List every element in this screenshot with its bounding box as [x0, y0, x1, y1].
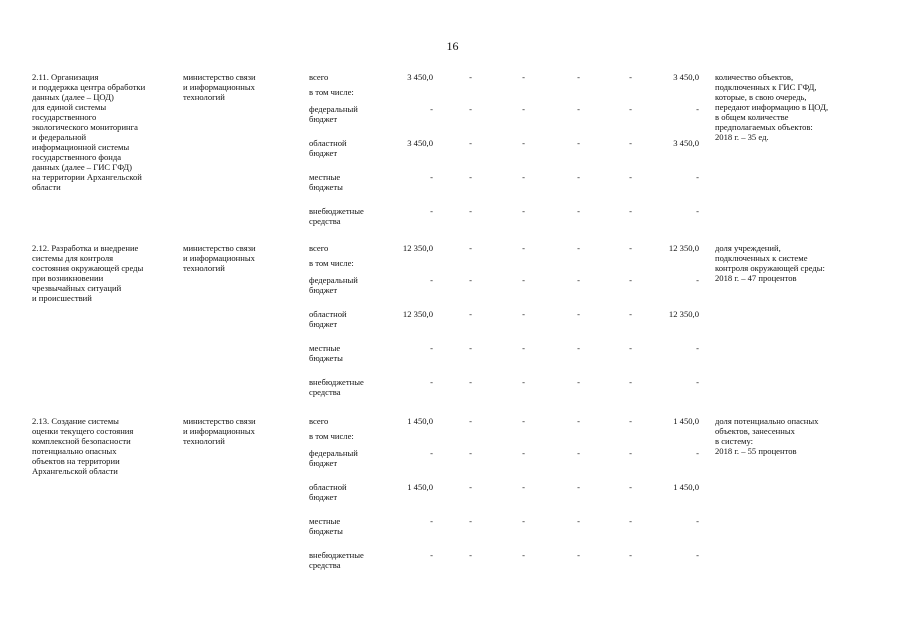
funding-source-label: в том числе:: [309, 258, 354, 268]
funding-source-label: внебюджетные средства: [309, 206, 364, 226]
funding-value: -: [577, 243, 580, 253]
funding-source-label: в том числе:: [309, 431, 354, 441]
funding-source-label: в том числе:: [309, 87, 354, 97]
funding-value: -: [522, 516, 525, 526]
funding-value: 1 450,0: [407, 416, 433, 426]
funding-source-label: всего: [309, 243, 329, 253]
funding-value: -: [577, 72, 580, 82]
funding-value: -: [577, 172, 580, 182]
funding-value: -: [577, 448, 580, 458]
funding-value: -: [629, 309, 632, 319]
funding-source-label: всего: [309, 72, 329, 82]
funding-value: -: [469, 275, 472, 285]
funding-value: -: [522, 309, 525, 319]
funding-value: 1 450,0: [673, 416, 699, 426]
indicator-note: доля учреждений, подключенных к системе контроля окружающей среды: 2018 г. – 47 процентов: [715, 243, 825, 283]
funding-value: -: [696, 275, 699, 285]
funding-value: -: [696, 516, 699, 526]
funding-value: -: [522, 243, 525, 253]
executor-name: министерство связи и информационных технологий: [183, 416, 256, 446]
funding-value: -: [430, 275, 433, 285]
funding-value: -: [469, 138, 472, 148]
funding-source-label: всего: [309, 416, 329, 426]
funding-value: -: [629, 72, 632, 82]
funding-value: -: [430, 206, 433, 216]
funding-value: -: [469, 448, 472, 458]
funding-value: -: [577, 275, 580, 285]
funding-value: -: [469, 416, 472, 426]
funding-value: -: [522, 448, 525, 458]
funding-value: -: [696, 104, 699, 114]
funding-value: -: [469, 243, 472, 253]
funding-value: -: [696, 206, 699, 216]
funding-value: -: [469, 104, 472, 114]
funding-value: -: [696, 448, 699, 458]
funding-source-label: областной бюджет: [309, 138, 347, 158]
funding-value: -: [577, 482, 580, 492]
activity-title: 2.13. Создание системы оценки текущего состояния комплексной безопасности потенциально опасных объектов на территории Архангельской области: [32, 416, 134, 476]
funding-source-label: федеральный бюджет: [309, 275, 358, 295]
funding-source-label: федеральный бюджет: [309, 448, 358, 468]
executor-name: министерство связи и информационных технологий: [183, 243, 256, 273]
funding-value: -: [577, 343, 580, 353]
funding-value: 12 350,0: [668, 243, 699, 253]
funding-value: -: [522, 550, 525, 560]
funding-value: -: [430, 104, 433, 114]
funding-value: 3 450,0: [673, 72, 699, 82]
funding-value: 12 350,0: [402, 243, 433, 253]
funding-value: 1 450,0: [407, 482, 433, 492]
funding-value: -: [469, 72, 472, 82]
funding-value: -: [629, 172, 632, 182]
funding-value: -: [629, 206, 632, 216]
funding-value: -: [430, 343, 433, 353]
funding-value: -: [629, 138, 632, 148]
funding-value: -: [696, 343, 699, 353]
executor-name: министерство связи и информационных технологий: [183, 72, 256, 102]
funding-value: -: [577, 138, 580, 148]
funding-value: -: [430, 448, 433, 458]
funding-source-label: областной бюджет: [309, 482, 347, 502]
funding-source-label: местные бюджеты: [309, 172, 343, 192]
funding-value: -: [577, 104, 580, 114]
funding-value: -: [629, 550, 632, 560]
funding-value: -: [629, 448, 632, 458]
funding-value: -: [469, 343, 472, 353]
funding-source-label: местные бюджеты: [309, 516, 343, 536]
funding-value: 3 450,0: [407, 72, 433, 82]
funding-value: -: [469, 172, 472, 182]
funding-value: -: [522, 104, 525, 114]
funding-value: -: [469, 482, 472, 492]
funding-value: 12 350,0: [668, 309, 699, 319]
funding-value: -: [522, 206, 525, 216]
funding-value: -: [577, 416, 580, 426]
funding-value: -: [430, 172, 433, 182]
funding-value: -: [430, 377, 433, 387]
funding-value: -: [469, 377, 472, 387]
funding-value: -: [469, 206, 472, 216]
funding-value: -: [522, 275, 525, 285]
funding-source-label: внебюджетные средства: [309, 550, 364, 570]
page-number: 16: [446, 39, 459, 53]
indicator-note: количество объектов, подключенных к ГИС ГФД, которые, в свою очередь, передают информацию в ЦОД, в общем количестве предполагаемых объектов: 2018 г. – 35 ед.: [715, 72, 829, 142]
funding-value: -: [696, 550, 699, 560]
funding-value: -: [430, 516, 433, 526]
funding-value: -: [577, 550, 580, 560]
funding-value: -: [577, 516, 580, 526]
funding-value: 1 450,0: [673, 482, 699, 492]
funding-value: -: [522, 172, 525, 182]
funding-value: -: [469, 516, 472, 526]
funding-value: 12 350,0: [402, 309, 433, 319]
funding-value: -: [696, 377, 699, 387]
funding-value: -: [469, 550, 472, 560]
funding-source-label: федеральный бюджет: [309, 104, 358, 124]
funding-value: -: [430, 550, 433, 560]
funding-value: -: [522, 72, 525, 82]
funding-value: -: [577, 206, 580, 216]
funding-source-label: местные бюджеты: [309, 343, 343, 363]
funding-value: 3 450,0: [407, 138, 433, 148]
funding-value: -: [522, 377, 525, 387]
funding-value: -: [629, 482, 632, 492]
funding-value: -: [629, 104, 632, 114]
funding-value: -: [629, 516, 632, 526]
funding-value: 3 450,0: [673, 138, 699, 148]
funding-value: -: [577, 309, 580, 319]
funding-value: -: [629, 243, 632, 253]
funding-value: -: [522, 482, 525, 492]
funding-value: -: [469, 309, 472, 319]
funding-source-label: внебюджетные средства: [309, 377, 364, 397]
funding-source-label: областной бюджет: [309, 309, 347, 329]
activity-title: 2.12. Разработка и внедрение системы для контроля состояния окружающей среды при возникновении чрезвычайных ситуаций и происшествий: [32, 243, 144, 303]
funding-value: -: [629, 275, 632, 285]
funding-value: -: [522, 416, 525, 426]
funding-value: -: [629, 416, 632, 426]
funding-value: -: [629, 343, 632, 353]
indicator-note: доля потенциально опасных объектов, занесенных в систему: 2018 г. – 55 процентов: [715, 416, 819, 456]
activity-title: 2.11. Организация и поддержка центра обработки данных (далее – ЦОД) для единой системы государственного экологического мониторинга и федеральной информационной системы государственного фонда данных (далее – ГИС ГФД) на территории Архангельской области: [32, 72, 146, 192]
funding-value: -: [696, 172, 699, 182]
funding-value: -: [577, 377, 580, 387]
funding-value: -: [522, 343, 525, 353]
funding-value: -: [522, 138, 525, 148]
funding-value: -: [629, 377, 632, 387]
